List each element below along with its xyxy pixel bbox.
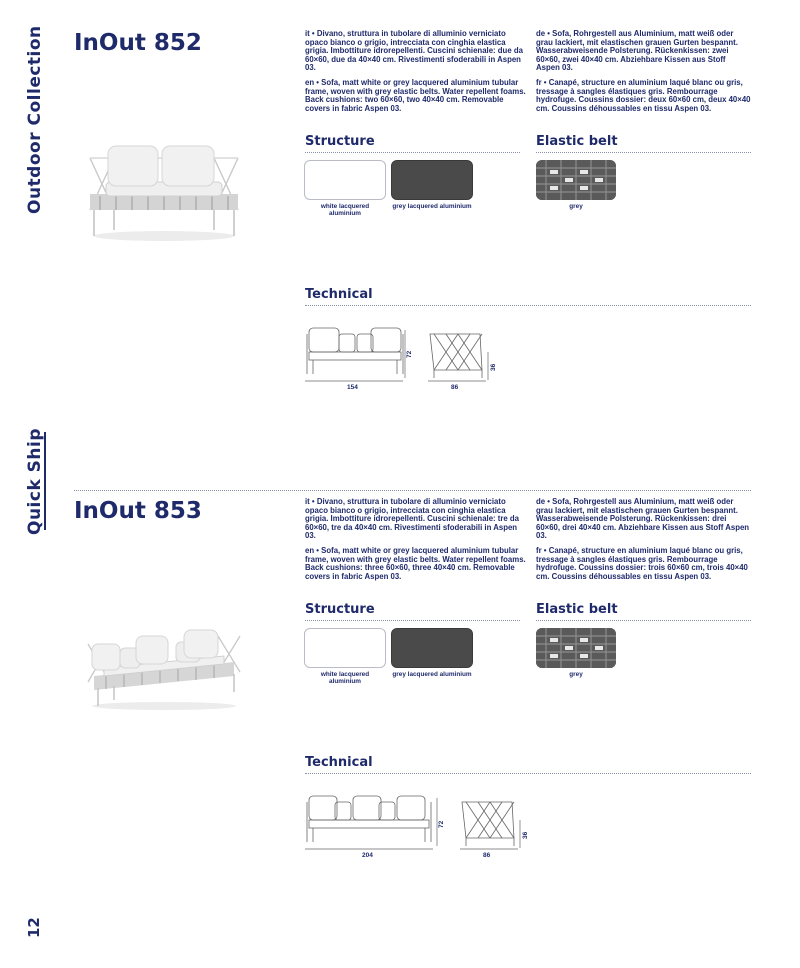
swatch-grey-aluminium (391, 160, 473, 200)
description-de: de • Sofa, Rohrgestell aus Aluminium, matt weiß oder grau lackiert, mit elastischen grauen Gurten bespannt. Wasserabweisende Polsterung. Rückenkissen: drei 60×60, drei 40×40 cm. Abziehbare Kissen aus Stoff Aspen 03. (536, 497, 750, 541)
technical-drawing-side (460, 798, 518, 848)
sofa-photo (84, 138, 244, 243)
dimension-line-width (305, 847, 433, 851)
dimension-line-depth (428, 379, 486, 383)
dimension-height: 72 (438, 820, 445, 828)
swatch-label-belt: grey (569, 671, 583, 678)
swatch-grey-belt (536, 160, 616, 200)
swatch-white-aluminium (304, 160, 386, 200)
sofa-photo (84, 606, 244, 711)
product-title: InOut 853 (74, 498, 202, 524)
product-inout-853 (0, 468, 800, 898)
swatch-label-white: white lacquered aluminium (320, 203, 370, 217)
dimension-depth: 86 (451, 384, 459, 391)
elastic-belt-heading: Elastic belt (536, 134, 751, 153)
swatch-grey-belt (536, 628, 616, 668)
collection-label: Outdoor Collection (25, 25, 45, 214)
description-en: en • Sofa, matt white or grey lacquered aluminium tubular frame, woven with grey elastic belts. Water repellent foams. Back cushions: three 60×60, three 40×40 cm. Removable covers in fabric Aspen 03. (305, 545, 526, 581)
technical-heading: Technical (305, 755, 751, 774)
description-it-en (305, 498, 527, 587)
swatch-label-white: white lacquered aluminium (320, 671, 370, 685)
dimension-seat: 36 (522, 831, 529, 839)
structure-heading: Structure (305, 602, 520, 621)
swatch-label-grey: grey lacquered aluminium (392, 671, 472, 678)
dimension-line-width (305, 379, 403, 383)
dimension-width: 154 (347, 384, 358, 391)
technical-heading: Technical (305, 287, 751, 306)
swatch-grey-aluminium (391, 628, 473, 668)
swatch-label-belt: grey (569, 203, 583, 210)
description-fr: fr • Canapé, structure en aluminium laqué blanc ou gris, tressage à sangles élastiques gris. Rembourrage hydrofuge. Coussins dossier: trois 60×60 cm, trois 40×40 cm. Coussins déhoussables en tissu Aspen 03. (536, 545, 748, 581)
technical-drawing-side (428, 330, 486, 380)
quickship-label: Quick Ship (25, 427, 45, 535)
description-it: it • Divano, struttura in tubolare di alluminio verniciato opaco bianco o grigio, intrecciata con cinghia elastica grigia. Imbottiture idrorepellenti. Cuscini schienale: due da 60×60, due da 40×40 cm. Rivestimenti sfoderabili in Aspen 03. (305, 29, 523, 73)
description-de: de • Sofa, Rohrgestell aus Aluminium, matt weiß oder grau lackiert, mit elastischen grauen Gurten bespannt. Wasserabweisende Polsterung. Rückenkissen: zwei 60×60, zwei 40×40 cm. Abziehbare Kissen aus Stoff Aspen 03. (536, 29, 738, 73)
dimension-seat: 36 (490, 363, 497, 371)
product-title: InOut 852 (74, 30, 202, 56)
product-inout-852 (0, 0, 800, 440)
description-de-fr (536, 498, 751, 587)
structure-heading: Structure (305, 134, 520, 153)
dimension-height: 72 (406, 350, 413, 358)
dimension-line-depth (460, 847, 518, 851)
dimension-depth: 86 (483, 852, 491, 859)
page-number: 12 (25, 917, 43, 938)
technical-drawing-front (305, 794, 435, 846)
swatch-white-aluminium (304, 628, 386, 668)
dimension-width: 204 (362, 852, 373, 859)
description-it: it • Divano, struttura in tubolare di alluminio verniciato opaco bianco o grigio, intrecciata con cinghia elastica grigia. Imbottiture idrorepellenti. Cuscini schienale: tre da 60×60, tre da 40×40 cm. Rivestimenti sfoderabili in Aspen 03. (305, 497, 520, 541)
technical-drawing-front (305, 326, 405, 378)
description-it-en (305, 30, 527, 119)
description-de-fr (536, 30, 751, 119)
swatch-label-grey: grey lacquered aluminium (392, 203, 472, 210)
description-en: en • Sofa, matt white or grey lacquered aluminium tubular frame, woven with grey elastic belts. Water repellent foams. Back cushions: two 60×60, two 40×40 cm. Removable covers in fabric Aspen 03. (305, 77, 526, 113)
description-fr: fr • Canapé, structure en aluminium laqué blanc ou gris, tressage à sangles élastiques gris. Rembourrage hydrofuge. Coussins dossier: deux 60×60 cm, deux 40×40 cm. Coussins déhoussables en tissu Aspen 03. (536, 77, 751, 113)
elastic-belt-heading: Elastic belt (536, 602, 751, 621)
